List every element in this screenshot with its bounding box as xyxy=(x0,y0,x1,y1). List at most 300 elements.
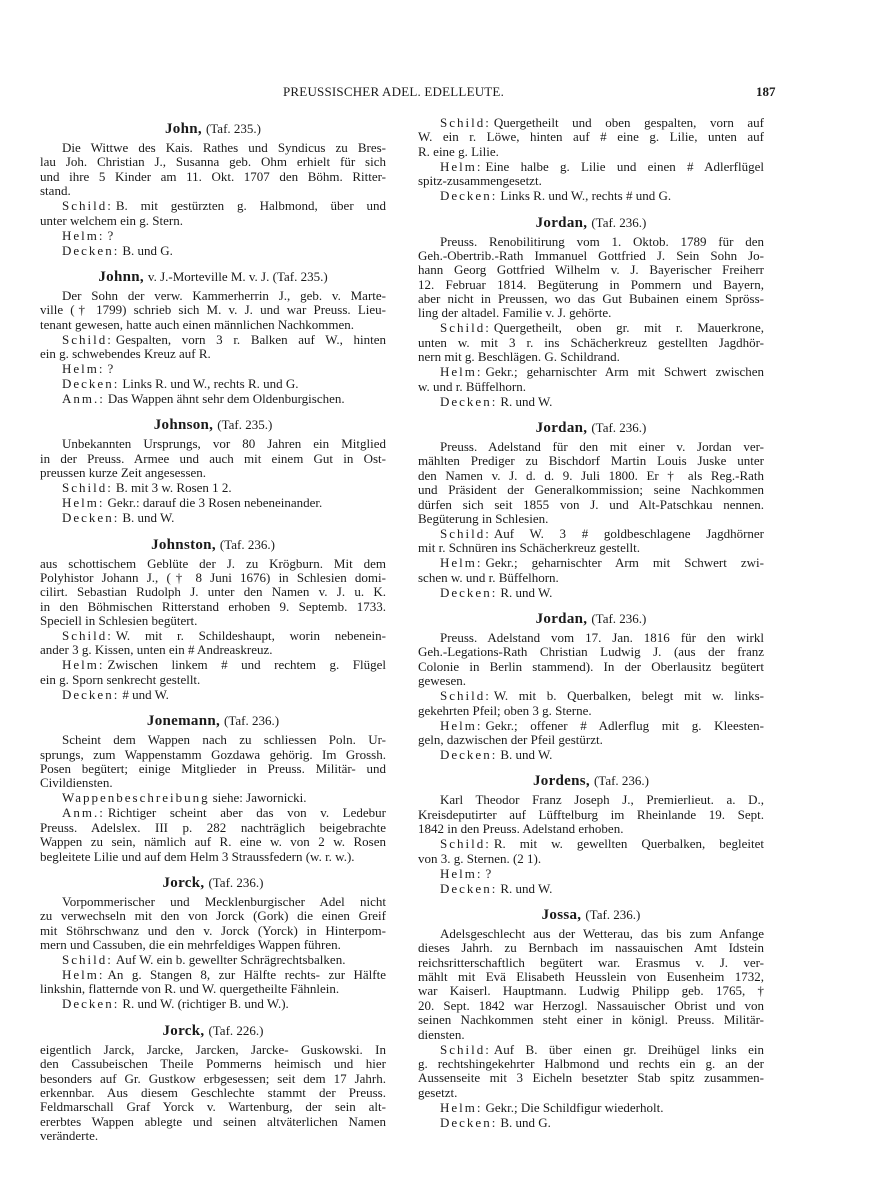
line-text: cilirt. Sebastian Rudolph J. unter den Namen v. J. u. K. xyxy=(40,584,386,600)
line-text: R. und W. xyxy=(500,584,553,600)
field-label: Helm: xyxy=(62,495,105,511)
text-line xyxy=(40,377,386,391)
field-label: Schild: xyxy=(62,198,113,214)
text-line xyxy=(40,362,386,376)
text-line xyxy=(40,214,386,228)
text-line xyxy=(418,1101,764,1115)
line-text: erkennbar. Aus diesem Geschlechte stammt der Preuss. xyxy=(40,1085,386,1100)
field-label: Helm: xyxy=(440,717,483,733)
line-text: sprungs, zum Wappenstamm Gozdawa gehörig. Im Grossh. xyxy=(40,746,386,762)
text-line xyxy=(418,674,764,688)
line-text: W. ein r. Löwe, hinten auf # eine g. Lilie, unten auf xyxy=(418,129,764,145)
line-text: ander 3 g. Kissen, unten ein # Andreaskreuz. xyxy=(40,642,273,658)
plate-reference: (Taf. 236.) xyxy=(591,611,647,627)
text-line xyxy=(40,953,386,967)
line-text: lau Joh. Christian J., Susanna geb. Ohm erhielt für sich xyxy=(40,154,386,170)
line-text: und ihre 5 Kinder am 11. Okt. 1707 den Böhm. Ritter- xyxy=(40,168,386,184)
entry-heading xyxy=(40,268,386,286)
line-text: tenant gewesen, hatte auch einen männlichen Nachkommen. xyxy=(40,316,355,332)
blazon-schild xyxy=(40,481,386,495)
plate-reference: (Taf. 235.) xyxy=(205,121,261,136)
line-text: Wappen zu sein, nämlich auf R. eine w. von 2 w. Rosen xyxy=(40,834,386,850)
text-line xyxy=(40,982,386,996)
field-label: Decken: xyxy=(440,746,498,762)
blazon-helm xyxy=(418,1101,764,1115)
text-line xyxy=(40,688,386,702)
field-label: Schild: xyxy=(440,1041,491,1057)
line-text: ? xyxy=(485,865,492,881)
text-line xyxy=(40,511,386,525)
field-label: Schild: xyxy=(440,525,491,541)
line-text: mählt mit Evä Elisabeth Heusslein von Eusenheim 1732, xyxy=(418,969,764,985)
line-text: W. mit r. Schildeshaupt, worin nebenein- xyxy=(115,628,386,644)
running-title: PREUSSISCHER ADEL. EDELLEUTE. xyxy=(283,84,505,99)
line-text: mern und Cassuben, die ein mehrfeldiges Wappen führen. xyxy=(40,937,341,953)
line-text: eigentlich Jarck, Jarcke, Jarcken, Jarcke- Guskowski. In xyxy=(40,1041,386,1057)
text-line xyxy=(40,585,386,599)
line-text: Der Sohn der verw. Kammerherrin J., geb. v. Marte- xyxy=(62,287,386,303)
text-line xyxy=(40,571,386,585)
line-text: R. und W. xyxy=(500,393,553,409)
entry-heading xyxy=(418,214,764,232)
text-line xyxy=(40,776,386,790)
text-line xyxy=(418,733,764,747)
field-label: Decken: xyxy=(62,996,120,1012)
text-line xyxy=(40,481,386,495)
text-line xyxy=(40,229,386,243)
text-line xyxy=(418,689,764,703)
plate-reference: (Taf. 236.) xyxy=(585,906,641,922)
text-line xyxy=(418,941,764,955)
line-text: Polyhistor Johann J., († 8 Juni 1676) in Schlesien domi- xyxy=(40,569,386,585)
family-name: Jossa, xyxy=(541,906,582,923)
line-text: ville († 1799) schrieb sich M. v. J. und war Preuss. Lieu- xyxy=(40,302,386,318)
line-text: mit Stöhrschwanz und den v. Jorck (Yorck) in Hinterpom- xyxy=(40,922,386,938)
text-line xyxy=(418,116,764,130)
line-text: Geh.-Obertrib.-Rath Immanuel Gottfried J. Sein Sohn Jo- xyxy=(418,247,764,263)
line-text: linkshin, flatternde von R. und W. quergetheilte Fähnlein. xyxy=(40,981,340,997)
text-line xyxy=(40,909,386,923)
text-line xyxy=(40,821,386,835)
blazon-helm xyxy=(418,719,764,748)
entry-text xyxy=(40,895,386,953)
text-line xyxy=(418,249,764,263)
line-text: in den Böhmischen Ritterstand erhoben 9. Septemb. 1733. xyxy=(40,598,386,614)
blazon-decken xyxy=(418,748,764,762)
line-text: Preuss. Renobilitirung vom 1. Oktob. 1789 für den xyxy=(440,233,764,249)
field-label: Decken: xyxy=(440,188,498,204)
line-text: ? xyxy=(107,361,114,377)
text-line xyxy=(418,380,764,394)
text-line xyxy=(418,984,764,998)
blazon-decken xyxy=(418,395,764,409)
plate-reference: (Taf. 226.) xyxy=(208,1022,264,1038)
text-line xyxy=(40,155,386,169)
field-label: Schild: xyxy=(440,115,491,130)
line-text: seinen Nachkommen steht einer in königl. Preuss. Militär- xyxy=(418,1012,764,1028)
line-text: diensten. xyxy=(418,1026,465,1042)
entry-heading xyxy=(40,120,386,138)
text-line xyxy=(40,392,386,406)
field-label: Helm: xyxy=(440,555,483,571)
text-line xyxy=(418,631,764,645)
blazon-helm xyxy=(418,867,764,881)
text-line xyxy=(418,145,764,159)
family-name: John, xyxy=(165,121,202,137)
text-line xyxy=(40,303,386,317)
text-line xyxy=(40,437,386,451)
blazon-helm xyxy=(418,365,764,394)
blazon-decken xyxy=(418,882,764,896)
text-line xyxy=(418,512,764,526)
entry-text xyxy=(418,631,764,689)
line-text: Gespalten, vorn 3 r. Balken auf W., hinten xyxy=(115,331,386,347)
line-text: von 3. g. Sternen. (2 1). xyxy=(418,850,542,866)
line-text: Civildiensten. xyxy=(40,775,113,791)
blazon-schild xyxy=(418,116,764,159)
entry-heading xyxy=(40,416,386,434)
text-line xyxy=(40,1086,386,1100)
blazon-anm xyxy=(40,392,386,406)
text-line xyxy=(418,235,764,249)
entry-text xyxy=(418,793,764,836)
blazon-schild xyxy=(40,333,386,362)
text-line xyxy=(418,956,764,970)
field-label: Helm: xyxy=(440,158,483,174)
text-line xyxy=(40,600,386,614)
line-text: ? xyxy=(107,227,114,243)
blazon-schild xyxy=(418,689,764,718)
text-line xyxy=(418,278,764,292)
entry-heading xyxy=(40,1022,386,1040)
field-label: Schild: xyxy=(440,320,491,336)
blazon-schild xyxy=(418,837,764,866)
text-line xyxy=(418,793,764,807)
blazon-decken xyxy=(418,586,764,600)
text-line xyxy=(40,170,386,184)
line-text: 1842 in den Preuss. Adelstand erhoben. xyxy=(418,821,624,837)
text-line xyxy=(418,306,764,320)
text-line xyxy=(40,791,386,805)
entry-text xyxy=(40,1043,386,1144)
text-line xyxy=(40,850,386,864)
text-line xyxy=(40,895,386,909)
text-line xyxy=(418,999,764,1013)
text-line xyxy=(418,882,764,896)
line-text: schen w. und r. Büffelhorn. xyxy=(418,569,559,585)
family-name: Jordan, xyxy=(535,611,588,628)
text-line xyxy=(418,454,764,468)
text-line xyxy=(418,852,764,866)
text-line xyxy=(40,452,386,466)
line-text: Auf W. ein b. gewellter Schrägrechtsbalken. xyxy=(115,952,346,968)
blazon-helm xyxy=(40,968,386,997)
blazon-wappenbeschreibung xyxy=(40,791,386,805)
blazon-decken xyxy=(40,688,386,702)
text-line xyxy=(418,527,764,541)
text-line xyxy=(418,292,764,306)
line-text: stand. xyxy=(40,183,71,199)
text-line xyxy=(40,762,386,776)
entry-text xyxy=(40,437,386,480)
text-line xyxy=(418,365,764,379)
line-text: dieses Jahrh. zu Bernbach im nassauischen Amt Idstein xyxy=(418,940,764,956)
blazon-decken xyxy=(418,1116,764,1130)
field-label: Decken: xyxy=(440,1114,498,1130)
line-text: Gekr.; Die Schildfigur wiederholt. xyxy=(485,1099,664,1115)
line-text: Das Wappen ähnt sehr dem Oldenburgischen. xyxy=(107,391,345,407)
blazon-helm xyxy=(40,229,386,243)
blazon-decken xyxy=(40,997,386,1011)
entry-text xyxy=(418,440,764,526)
text-line xyxy=(40,1100,386,1114)
entry-text xyxy=(40,557,386,629)
field-label: Decken: xyxy=(440,393,498,409)
line-text: gesetzt. xyxy=(418,1084,458,1100)
blazon-decken xyxy=(40,244,386,258)
text-line xyxy=(40,244,386,258)
line-text: nern mit g. Beschlägen. G. Schildrand. xyxy=(418,349,620,365)
line-text: Scheint dem Wappen nach zu schliessen Poln. Ur- xyxy=(62,732,386,748)
text-line xyxy=(418,586,764,600)
line-text: B. und G. xyxy=(122,242,173,258)
blazon-helm xyxy=(418,556,764,585)
line-text: B. mit gestürzten g. Halbmond, über und xyxy=(115,198,386,214)
text-line xyxy=(418,645,764,659)
text-line xyxy=(418,660,764,674)
blazon-schild xyxy=(40,199,386,228)
text-line xyxy=(418,483,764,497)
text-line xyxy=(418,395,764,409)
text-line xyxy=(40,629,386,643)
line-text: hann Georg Gottfried Wilhelm v. J. Bayerischer Freiherr xyxy=(418,262,764,278)
line-text: dürfen sich seit 1855 von J. und Alt-Patschkau nennen. xyxy=(418,496,764,512)
line-text: zu verwechseln mit den von Jorck (Gork) die einen Greif xyxy=(40,908,386,924)
line-text: Zwischen linkem # und rechtem g. Flügel xyxy=(107,657,386,673)
family-name: Jorck, xyxy=(162,1022,205,1039)
entry-heading xyxy=(418,906,764,924)
line-text: Kreisdeputirter auf Lüfftelburg im Rheinlande 19. Sept. xyxy=(418,806,764,822)
field-label: Helm: xyxy=(440,865,483,881)
blazon-decken xyxy=(40,377,386,391)
blazon-decken xyxy=(40,511,386,525)
left-column xyxy=(40,120,386,1144)
blazon-helm xyxy=(40,658,386,687)
text-line xyxy=(418,160,764,174)
field-label: Schild: xyxy=(440,688,491,704)
line-text: Quergetheilt, oben gr. mit r. Mauerkrone, xyxy=(493,320,764,336)
line-text: 20. Sept. 1842 war Herzogl. Nassauischer Obrist und von xyxy=(418,997,764,1013)
entry-heading xyxy=(418,610,764,628)
line-text: # und W. xyxy=(122,686,169,702)
text-line xyxy=(40,318,386,332)
text-line xyxy=(40,643,386,657)
line-text: und Präsident der Generalkommission; seine Nachkommen xyxy=(418,482,764,498)
line-text: unter welchem ein g. Stern. xyxy=(40,212,183,228)
family-name: Johnson, xyxy=(153,417,214,434)
text-line xyxy=(40,496,386,510)
text-line xyxy=(40,466,386,480)
line-text: unten w. mit 3 r. ins Schächerkreuz gestellten Jagdhör- xyxy=(418,334,764,350)
line-text: siehe: Jawornicki. xyxy=(212,790,307,806)
line-text: R. eine g. Lilie. xyxy=(418,143,499,159)
line-text: aber nicht in Preussen, wo das Gut Bubainen einem Spröss- xyxy=(418,291,764,307)
field-label: Helm: xyxy=(440,1099,483,1115)
line-text: Links R. und W., rechts R. und G. xyxy=(122,376,299,392)
text-line xyxy=(40,938,386,952)
field-label: Schild: xyxy=(440,836,491,852)
line-text: Links R. und W., rechts # und G. xyxy=(500,188,672,204)
line-text: Adelsgeschlecht aus der Wetterau, das bis zum Anfange xyxy=(440,925,764,941)
text-line xyxy=(418,571,764,585)
field-label: Decken: xyxy=(62,686,120,702)
line-text: An g. Stangen 8, zur Hälfte rechts- zur Hälfte xyxy=(107,967,386,983)
text-line xyxy=(40,748,386,762)
text-line xyxy=(418,704,764,718)
line-text: Auf B. über einen gr. Dreihügel links ein xyxy=(493,1041,764,1057)
text-line xyxy=(418,970,764,984)
line-text: Colonie in Berlin stammend). In der Oberlausitz begütert xyxy=(418,658,764,674)
text-line xyxy=(418,541,764,555)
family-name: Jorck, xyxy=(162,874,205,891)
line-text: gekehrten Pfeil; oben 3 g. Sterne. xyxy=(418,702,592,718)
text-line xyxy=(40,199,386,213)
field-label: Schild: xyxy=(62,331,113,347)
text-line xyxy=(40,1129,386,1143)
field-label: Decken: xyxy=(62,376,120,392)
text-line xyxy=(418,748,764,762)
blazon-anm xyxy=(40,806,386,864)
text-line xyxy=(418,822,764,836)
line-text: ein g. schwebendes Kreuz auf R. xyxy=(40,346,211,362)
entry-text xyxy=(40,733,386,791)
text-line xyxy=(418,927,764,941)
plate-reference: v. J.-Morteville M. v. J. (Taf. 235.) xyxy=(147,268,328,284)
field-label: Helm: xyxy=(62,361,105,377)
field-label: Helm: xyxy=(62,227,105,243)
text-line xyxy=(40,997,386,1011)
line-text: reichsritterschaftlich begütert war. Erasmus v. J. ver- xyxy=(418,954,764,970)
line-text: mit r. Schnüren ins Schächerkreuz gestellt. xyxy=(418,540,641,556)
line-text: Unbekannten Ursprungs, vor 80 Jahren ein Mitglied xyxy=(62,436,386,452)
blazon-schild xyxy=(418,527,764,556)
text-line xyxy=(418,498,764,512)
field-label: Schild: xyxy=(62,952,113,968)
family-name: Johnston, xyxy=(151,536,216,553)
line-text: B. und G. xyxy=(500,1114,551,1130)
text-line xyxy=(418,1028,764,1042)
text-line xyxy=(40,835,386,849)
blazon-schild xyxy=(40,629,386,658)
text-line xyxy=(40,184,386,198)
line-text: Vorpommerischer und Mecklenburgischer Adel nicht xyxy=(62,893,386,909)
line-text: geln, dazwischen der Pfeil gestürzt. xyxy=(418,732,603,747)
line-text: Posen begütert; einige Mitglieder in Preuss. Militär- und xyxy=(40,761,386,776)
line-text: Karl Theodor Franz Joseph J., Premierlieut. a. D., xyxy=(440,792,764,808)
text-line xyxy=(40,1115,386,1129)
field-label: Schild: xyxy=(62,480,113,496)
line-text: 12. Februar 1814. Begüterung in Pommern und Bayern, xyxy=(418,276,764,292)
line-text: Die Wittwe des Kais. Rathes und Syndicus zu Bres- xyxy=(62,140,386,155)
line-text: Feldmarschall Graf Yorck v. Wartenburg, der sein alt- xyxy=(40,1099,386,1115)
line-text: in der Preuss. Armee und auch mit einem Gut in Ost- xyxy=(40,450,386,466)
text-line xyxy=(40,1057,386,1071)
text-line xyxy=(418,321,764,335)
plate-reference: (Taf. 236.) xyxy=(219,536,275,552)
field-label: Helm: xyxy=(62,657,105,673)
line-text: B. und W. xyxy=(500,746,553,762)
blazon-helm xyxy=(40,496,386,510)
family-name: Jordan, xyxy=(535,214,588,231)
line-text: Gekr.; offener # Adlerflug mit g. Kleesten- xyxy=(485,717,764,733)
line-text: B. mit 3 w. Rosen 1 2. xyxy=(115,480,232,496)
family-name: Jordan, xyxy=(535,420,588,436)
line-text: Gekr.: darauf die 3 Rosen nebeneinander. xyxy=(107,495,323,511)
line-text: R. und W. xyxy=(500,880,553,896)
text-line xyxy=(418,174,764,188)
text-line xyxy=(418,837,764,851)
line-text: Preuss. Adelstand vom 17. Jan. 1816 für den wirkl xyxy=(440,630,764,646)
line-text: ein g. Sporn senkrecht gestellt. xyxy=(40,671,201,687)
field-label: Decken: xyxy=(62,242,120,258)
line-text: w. und r. Büffelhorn. xyxy=(418,378,526,394)
entry-heading xyxy=(418,419,764,437)
text-line xyxy=(418,130,764,144)
field-label: Wappenbeschreibung xyxy=(62,790,210,806)
line-text: Auf W. 3 # goldbeschlagene Jagdhörner xyxy=(493,525,764,541)
plate-reference: (Taf. 236.) xyxy=(593,773,650,789)
text-line xyxy=(418,440,764,454)
text-line xyxy=(40,806,386,820)
line-text: ling der altadel. Familie v. J. gehörte. xyxy=(418,305,612,321)
entry-heading xyxy=(418,772,764,790)
text-line xyxy=(418,1013,764,1027)
text-line xyxy=(40,1072,386,1086)
line-text: Preuss. Adelstand für den mit einer v. Jordan ver- xyxy=(440,439,764,454)
text-line xyxy=(40,614,386,628)
text-line xyxy=(40,673,386,687)
line-text: aus schottischem Geblüte der J. zu Krögburn. Mit dem xyxy=(40,555,386,571)
line-text: Eine halbe g. Lilie und einen # Adlerflügel xyxy=(485,158,764,174)
blazon-helm xyxy=(40,362,386,376)
plate-reference: (Taf. 235.) xyxy=(217,417,273,433)
line-text: g. rechtshingekehrter Halbmond und rechts ein g. an der xyxy=(418,1056,764,1071)
line-text: den Cassubeischen Theile Pommerns heimisch und hier xyxy=(40,1056,386,1072)
line-text: veränderte. xyxy=(40,1128,99,1144)
line-text: Aussenseite mit 3 Eicheln besetzter Stab spitz zusammen- xyxy=(418,1070,764,1086)
plate-reference: (Taf. 236.) xyxy=(591,214,647,230)
text-line xyxy=(418,808,764,822)
blazon-decken xyxy=(418,189,764,203)
line-text: Gekr.; geharnischter Arm mit Schwert zwischen xyxy=(485,364,764,380)
field-label: Decken: xyxy=(440,584,498,600)
entry-text xyxy=(40,141,386,199)
text-line xyxy=(418,263,764,277)
right-column xyxy=(418,116,764,1131)
line-text: besonders auf Gr. Gustkow erbgesessen; seit dem 17 Jahrh. xyxy=(40,1070,386,1086)
field-label: Anm.: xyxy=(62,805,105,821)
family-name: Jordens, xyxy=(532,773,590,790)
text-line xyxy=(418,1116,764,1130)
line-text: mählten Prediger zu Bischdorf Martin Louis Juske unter xyxy=(418,453,764,469)
text-line xyxy=(40,347,386,361)
entry-text xyxy=(418,927,764,1042)
text-line xyxy=(418,1057,764,1071)
field-label: Decken: xyxy=(440,880,498,896)
line-text: begleitete Lilie und auf dem Helm 3 Straussfedern (w. r. w.). xyxy=(40,848,355,864)
text-line xyxy=(40,333,386,347)
line-text: preussen kurze Zeit angesessen. xyxy=(40,465,207,481)
